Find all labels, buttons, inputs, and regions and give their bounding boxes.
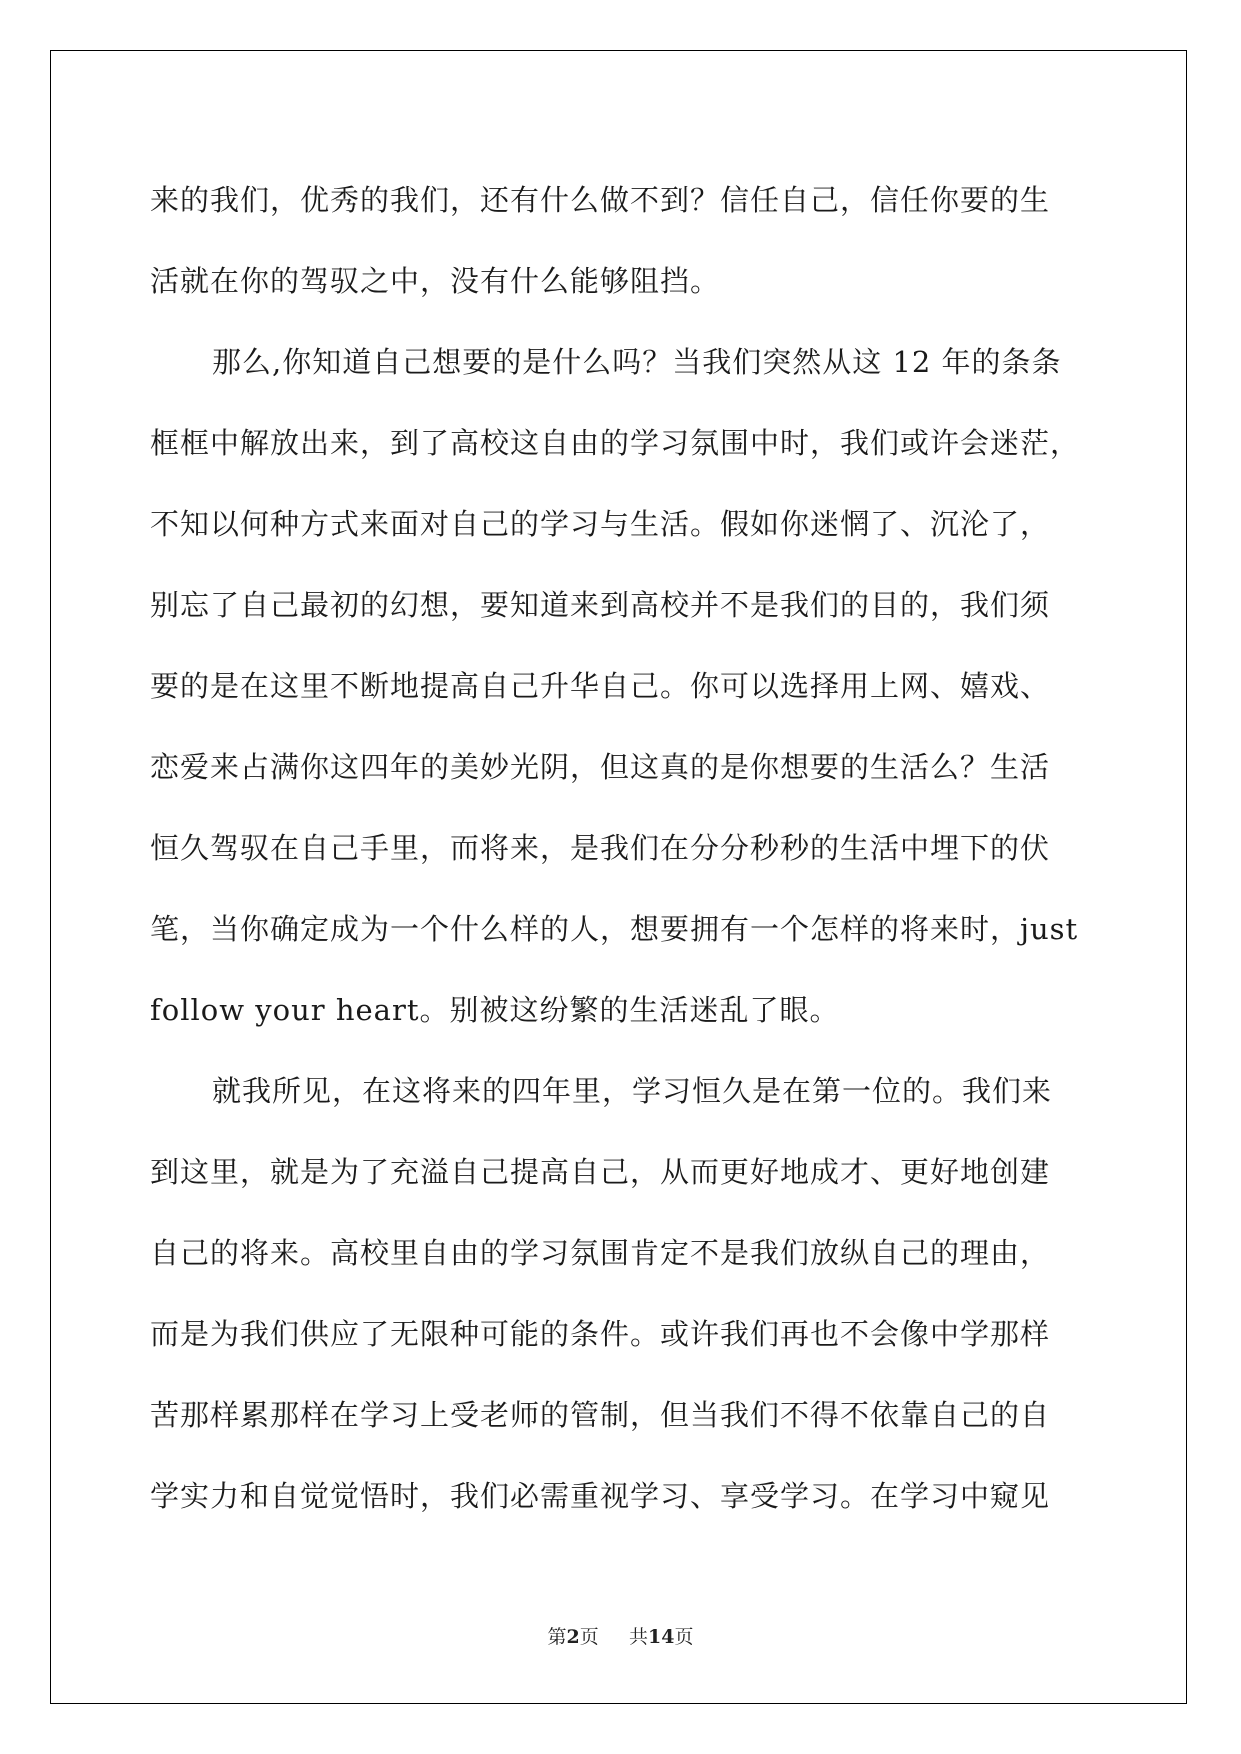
text-line: 自己的将来。高校里自由的学习氛围肯定不是我们放纵自己的理由， xyxy=(150,1236,1051,1270)
page-prefix: 第 xyxy=(547,1626,567,1648)
total-unit: 页 xyxy=(674,1626,694,1648)
text-line: 框框中解放出来，到了高校这自由的学习氛围中时，我们或许会迷茫， xyxy=(150,426,1081,460)
current-page-number: 2 xyxy=(566,1626,580,1648)
text-line: 那么,你知道自己想要的是什么吗？当我们突然从这 12 年的条条 xyxy=(212,345,1062,379)
text-line: 学实力和自觉觉悟时，我们必需重视学习、享受学习。在学习中窥见 xyxy=(150,1479,1051,1513)
document-body xyxy=(150,160,1090,1537)
text-line: 别忘了自己最初的幻想，要知道来到高校并不是我们的目的，我们须 xyxy=(150,588,1051,622)
text-line: 笔，当你确定成为一个什么样的人，想要拥有一个怎样的将来时，just xyxy=(150,912,1079,946)
total-pages-number: 14 xyxy=(648,1626,675,1648)
text-line: 到这里，就是为了充溢自己提高自己，从而更好地成才、更好地创建 xyxy=(150,1155,1051,1189)
text-line: 恒久驾驭在自己手里，而将来，是我们在分分秒秒的生活中埋下的伏 xyxy=(150,831,1051,865)
text-line: 就我所见，在这将来的四年里，学习恒久是在第一位的。我们来 xyxy=(212,1074,1053,1108)
total-pages xyxy=(629,1626,693,1648)
text-line: 不知以何种方式来面对自己的学习与生活。假如你迷惘了、沉沦了， xyxy=(150,507,1051,541)
text-line: 来的我们，优秀的我们，还有什么做不到？信任自己，信任你要的生 xyxy=(150,183,1051,217)
text-line: 而是为我们供应了无限种可能的条件。或许我们再也不会像中学那样 xyxy=(150,1317,1051,1351)
text-line: 要的是在这里不断地提高自己升华自己。你可以选择用上网、嬉戏、 xyxy=(150,669,1051,703)
text-line: 恋爱来占满你这四年的美妙光阴，但这真的是你想要的生活么？生活 xyxy=(150,750,1051,784)
page-unit: 页 xyxy=(579,1626,599,1648)
page-number xyxy=(548,1626,605,1648)
page-footer xyxy=(0,1622,1241,1649)
text-line: 苦那样累那样在学习上受老师的管制，但当我们不得不依靠自己的自 xyxy=(150,1398,1051,1432)
text-line: follow your heart。别被这纷繁的生活迷乱了眼。 xyxy=(150,993,840,1027)
total-prefix: 共 xyxy=(629,1626,649,1648)
text-line: 活就在你的驾驭之中，没有什么能够阻挡。 xyxy=(150,264,721,298)
